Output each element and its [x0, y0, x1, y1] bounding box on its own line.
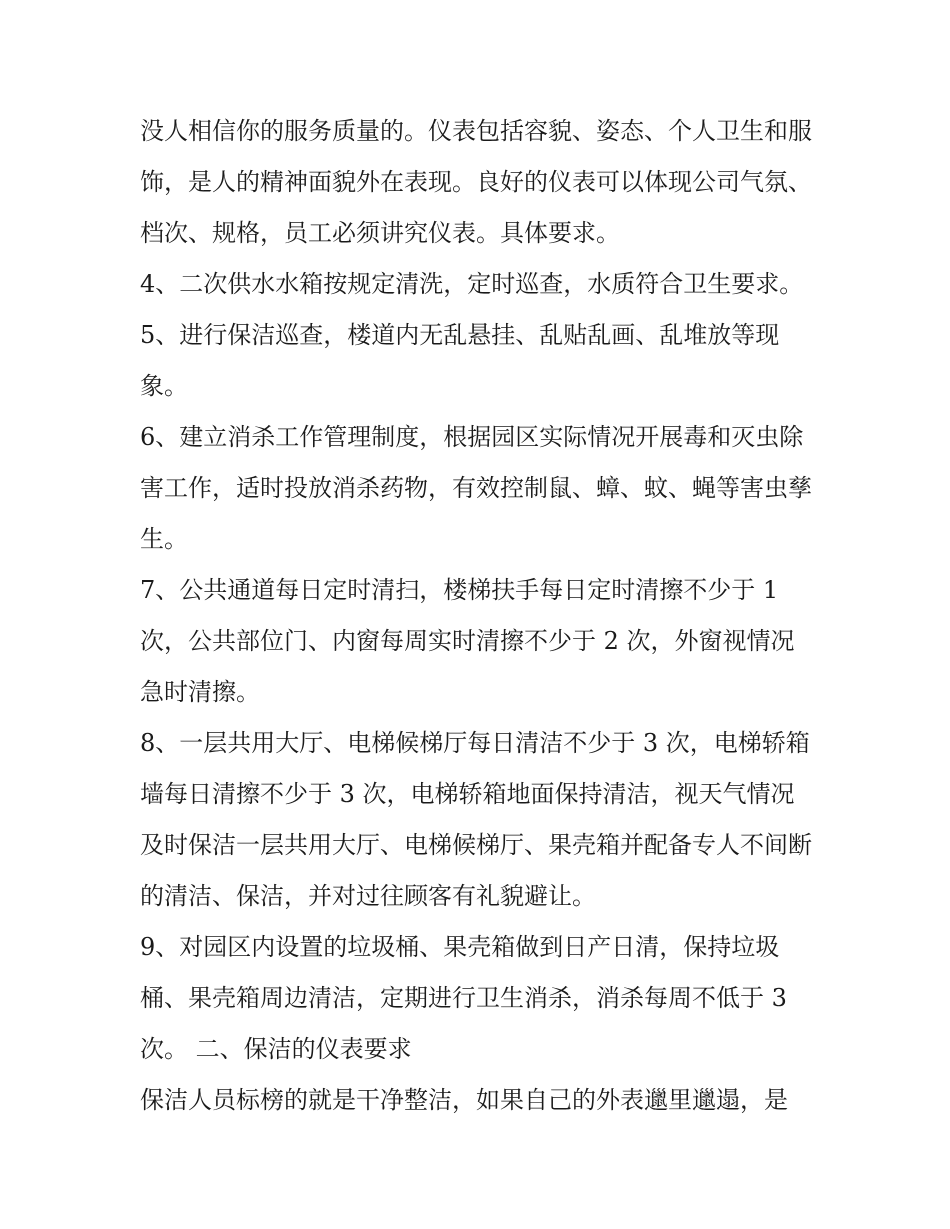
document-body	[140, 106, 816, 1126]
paragraph-item-7: 7、公共通道每日定时清扫，楼梯扶手每日定时清擦不少于 1 次，公共部位门、内窗每周实时清擦不少于 2 次，外窗视情况急时清擦。	[140, 576, 795, 706]
paragraph-intro: 没人相信你的服务质量的。仪表包括容貌、姿态、个人卫生和服饰，是人的精神面貌外在表现。良好的仪表可以体现公司气氛、档次、规格，员工必须讲究仪表。具体要求。	[140, 117, 812, 247]
paragraph-item-8: 8、一层共用大厅、电梯候梯厅每日清洁不少于 3 次，电梯轿箱墙每日清擦不少于 3 次，电梯轿箱地面保持清洁，视天气情况及时保洁一层共用大厅、电梯候梯厅、果壳箱并配备专人不间断的清洁、保洁，并对过往顾客有礼貌避让。	[140, 729, 812, 910]
paragraph-appearance: 保洁人员标榜的就是干净整洁，如果自己的外表邋里邋遢，是	[140, 1086, 788, 1114]
paragraph-item-6: 6、建立消杀工作管理制度，根据园区实际情况开展毒和灭虫除害工作，适时投放消杀药物，有效控制鼠、蟑、蚊、蝇等害虫孳生。	[140, 423, 812, 553]
paragraph-item-4-5: 4、二次供水水箱按规定清洗，定时巡查，水质符合卫生要求。 5、进行保洁巡查，楼道内无乱悬挂、乱贴乱画、乱堆放等现象。	[140, 270, 811, 400]
paragraph-item-9: 9、对园区内设置的垃圾桶、果壳箱做到日产日清，保持垃圾桶、果壳箱周边清洁，定期进行卫生消杀，消杀每周不低于 3 次。 二、保洁的仪表要求	[140, 933, 795, 1063]
